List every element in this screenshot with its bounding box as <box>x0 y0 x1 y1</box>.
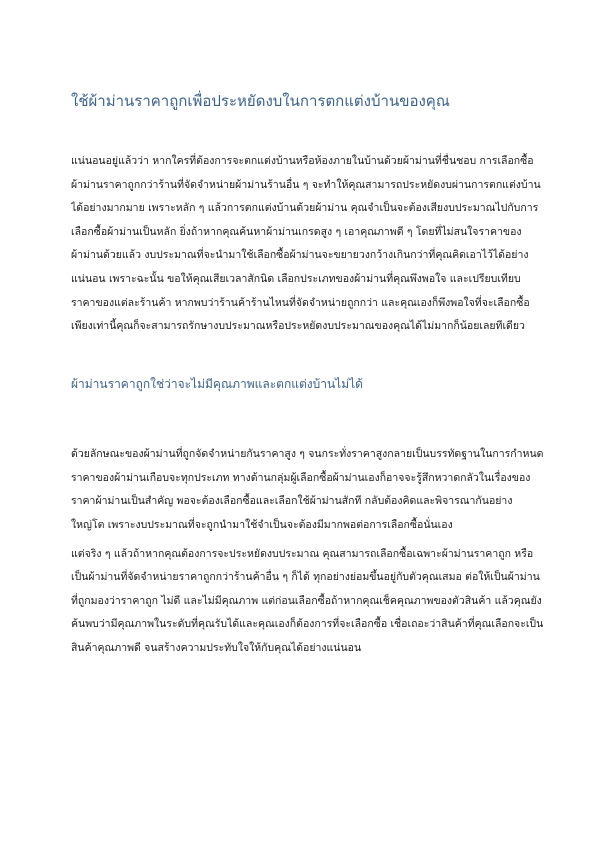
paragraph-line: แน่นอน เพราะฉะนั้น ขอให้คุณเสียเวลาสักนิด เลือกประเภทของผ้าม่านที่คุณพึงพอใจ และเปรียบเทียบ <box>71 272 521 285</box>
paragraph-line: เลือกซื้อผ้าม่านเป็นหลัก ยิ่งถ้าหากคุณค้นหาผ้าม่านเกรดสูง ๆ เอาคุณภาพดี ๆ โดยที่ไม่สนใจราคาของ <box>71 225 522 238</box>
paragraph-conclusion <box>71 543 549 660</box>
paragraph-line: ผ้าม่านด้วยแล้ว งบประมาณที่จะนำมาใช้เลือกซื้อผ้าม่านจะขยายวงกว้างเกินกว่าที่คุณคิดเอาไว้ได้อย่าง <box>71 249 529 262</box>
paragraph-line: ผ้าม่านราคาถูกกว่าร้านที่จัดจำหน่ายผ้าม่านร้านอื่น ๆ จะทำให้คุณสามารถประหยัดงบผ่านการตกแต่งบ้าน <box>71 178 541 191</box>
paragraph-line: ด้วยลักษณะของผ้าม่านที่ถูกจัดจำหน่ายกันราคาสูง ๆ จนกระทั่งราคาสูงกลายเป็นบรรทัดฐานในการกำหนด <box>71 448 544 460</box>
paragraph-line: เพียงเท่านี้คุณก็จะสามารถรักษางบประมาณหรือประหยัดงบประมาณของคุณได้ไม่มากก็น้อยเลยทีเดียว <box>71 320 525 333</box>
paragraph-line: สินค้าคุณภาพดี จนสร้างความประทับใจให้กับคุณได้อย่างแน่นอน <box>71 641 362 654</box>
section-heading: ผ้าม่านราคาถูกใช่ว่าจะไม่มีคุณภาพและตกแต่งบ้านไม่ได้ <box>71 377 363 391</box>
paragraph-price-perception <box>71 443 549 537</box>
paragraph-line: ใหญ่โต เพราะงบประมาณที่จะถูกนำมาใช้จำเป็นจะต้องมีมากพอต่อการเลือกซื้อนั่นเอง <box>71 518 453 531</box>
document-title: ใช้ผ้าม่านราคาถูกเพื่อประหยัดงบในการตกแต่งบ้านของคุณ <box>71 92 450 110</box>
paragraph-line: ราคาของผ้าม่านเกือบจะทุกประเภท ทางด้านกลุ่มผู้เลือกซื้อผ้าม่านเองก็อาจจะรู้สึกหวาดกลัวในเรื่องของ <box>71 471 531 484</box>
paragraph-line: ราคาของแต่ละร้านค้า หากพบว่าร้านค้าร้านไหนที่จัดจำหน่ายถูกกว่า และคุณเองก็พึงพอใจที่จะเลือกซื้อ <box>71 296 530 309</box>
paragraph-line: แน่นอนอยู่แล้วว่า หากใครที่ต้องการจะตกแต่งบ้านหรือห้องภายในบ้านด้วยผ้าม่านที่ชื่นชอบ การเลือกซื้อ <box>71 155 534 167</box>
paragraph-line: ได้อย่างมากมาย เพราะหลัก ๆ แล้วการตกแต่งบ้านด้วยผ้าม่าน คุณจำเป็นจะต้องเสียงบประมาณไปกับการ <box>71 202 539 215</box>
paragraph-line: ที่ถูกมองว่าราคาถูก ไม่ดี และไม่มีคุณภาพ แต่ก่อนเลือกซื้อถ้าหากคุณเช็คคุณภาพของตัวสินค้า แล้วคุณยัง <box>71 594 542 607</box>
paragraph-line: ค้นพบว่ามีคุณภาพในระดับที่คุณรับได้และคุณเองก็ต้องการที่จะเลือกซื้อ เชื่อเถอะว่าสินค้าที่คุณเลือกจะเป็น <box>71 618 544 631</box>
paragraph-line: ราคาผ้าม่านเป็นสำคัญ พอจะต้องเลือกซื้อและเลือกใช้ผ้าม่านสักที กลับต้องคิดและพิจารณากันอย่าง <box>71 495 513 508</box>
paragraph-intro <box>71 150 549 339</box>
paragraph-line: เป็นผ้าม่านที่จัดจำหน่ายราคาถูกกว่าร้านค้าอื่น ๆ ก็ได้ ทุกอย่างย่อมขึ้นอยู่กับตัวคุณเสมอ ต่อให้เป็นผ้าม่าน <box>71 571 540 584</box>
paragraph-line: แต่จริง ๆ แล้วถ้าหากคุณต้องการจะประหยัดงบประมาณ คุณสามารถเลือกซื้อเฉพาะผ้าม่านราคาถูก หรือ <box>71 548 534 560</box>
